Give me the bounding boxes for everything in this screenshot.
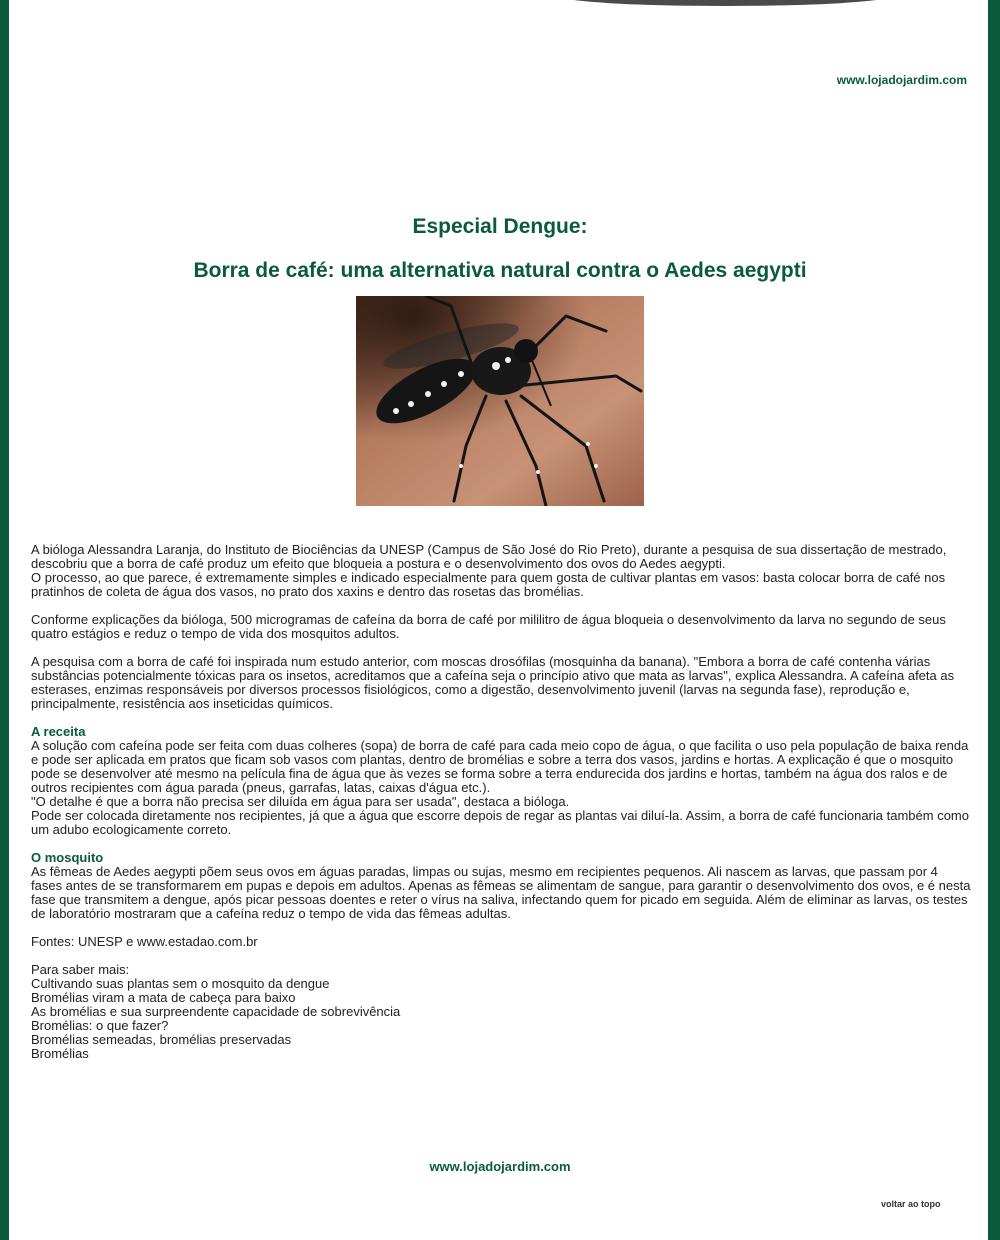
site-link-bottom[interactable]: www.lojadojardim.com <box>429 1159 571 1174</box>
related-link[interactable]: Cultivando suas plantas sem o mosquito da dengue <box>31 976 330 991</box>
article-paragraph: O processo, ao que parece, é extremamente simples e indicado especialmente para quem gosta de cultivar plantas em vasos: basta colocar borra de café nos pratinhos de coleta de água dos vasos, no prato dos xaxins e dentro das rosetas das bromélias. <box>31 570 946 599</box>
headline-special: Especial Dengue: <box>412 215 588 238</box>
left-border-bar <box>0 0 9 1240</box>
article-paragraph: As fêmeas de Aedes aegypti põem seus ovos em águas paradas, limpas ou sujas, mesmo em recipientes pequenos. Ali nascem as larvas, que passam por 4 fases antes de se transformarem em pupas e depois em adultos. Apenas as fêmeas se alimentam de sangue, para garantir o desenvolvimento dos ovos, e é nesta fase que transmitem a dengue, após picar pessoas doentes e reter o vírus na saliva, infectando quem for picado em seguida. Além de eliminar as larvas, os testes de laboratório mostraram que a cafeína reduz o tempo de vida das fêmeas adultas. <box>31 864 971 921</box>
back-to-top-link[interactable]: voltar ao topo <box>881 1199 941 1209</box>
related-links-label: Para saber mais: <box>31 962 130 977</box>
mosquito-photo <box>356 296 644 506</box>
article-paragraph: Pode ser colocada diretamente nos recipientes, já que a água que escorre depois de regar as plantas vai diluí-la. Assim, a borra de café funcionaria também como um adubo ecologicamente correto. <box>31 808 969 837</box>
section-heading-recipe: A receita <box>31 724 86 739</box>
article-body <box>31 543 971 1061</box>
article-paragraph: Conforme explicações da bióloga, 500 microgramas de cafeína da borra de café por mililitro de água bloqueia o desenvolvimento da larva no segundo de seus quatro estágios e reduz o tempo de vida dos mosquitos adultos. <box>31 612 946 641</box>
article-paragraph: A solução com cafeína pode ser feita com duas colheres (sopa) de borra de café para cada meio copo de água, o que facilita o uso pela população de baixa renda e pode ser aplicada em pratos que ficam sob vasos com plantas, dentro de bromélias e sobre a terra dos vasos, jardins e hortas. A explicação é que o mosquito pode se desenvolver até mesmo na película fina de água que às vezes se forma sobre a terra endurecida dos jardins e hortas, também na água dos ralos e de outros recipientes com água parada (pneus, garrafas, latas, caixas d'água etc.). <box>31 738 969 795</box>
article-paragraph: A bióloga Alessandra Laranja, do Instituto de Biociências da UNESP (Campus de São José do Rio Preto), durante a pesquisa de sua dissertação de mestrado, descobriu que a borra de café produz um efeito que bloqueia a postura e o desenvolvimento dos ovos do Aedes aegypti. <box>31 542 947 571</box>
related-links <box>31 963 971 1061</box>
related-link[interactable]: As bromélias e sua surpreendente capacidade de sobrevivência <box>31 1004 401 1019</box>
related-link[interactable]: Bromélias <box>31 1046 89 1061</box>
article-quote: "O detalhe é que a borra não precisa ser diluída em água para ser usada", destaca a bióloga. <box>31 794 570 809</box>
site-link-top[interactable]: www.lojadojardim.com <box>836 73 967 87</box>
headline-title: Borra de café: uma alternativa natural contra o Aedes aegypti <box>193 259 807 282</box>
article-paragraph: A pesquisa com a borra de café foi inspirada num estudo anterior, com moscas drosófilas (mosquinha da banana). "Embora a borra de café contenha várias substâncias potencialmente tóxicas para os insetos, acreditamos que a cafeína seja o princípio ativo que mata as larvas", explica Alessandra. A cafeína afeta as esterases, enzimas responsáveis por diversos processos fisiológicos, como a digestão, desenvolvimento juvenil (larvas na segunda fase), reprodução e, principalmente, resistência aos inseticidas químicos. <box>31 654 955 711</box>
related-link[interactable]: Bromélias semeadas, bromélias preservadas <box>31 1032 292 1047</box>
related-link[interactable]: Bromélias: o que fazer? <box>31 1018 169 1033</box>
related-link[interactable]: Bromélias viram a mata de cabeça para baixo <box>31 990 296 1005</box>
sources-line: Fontes: UNESP e www.estadao.com.br <box>31 934 258 949</box>
right-border-bar <box>988 0 1000 1240</box>
section-heading-mosquito: O mosquito <box>31 850 104 865</box>
top-decorative-swoosh <box>560 0 890 6</box>
